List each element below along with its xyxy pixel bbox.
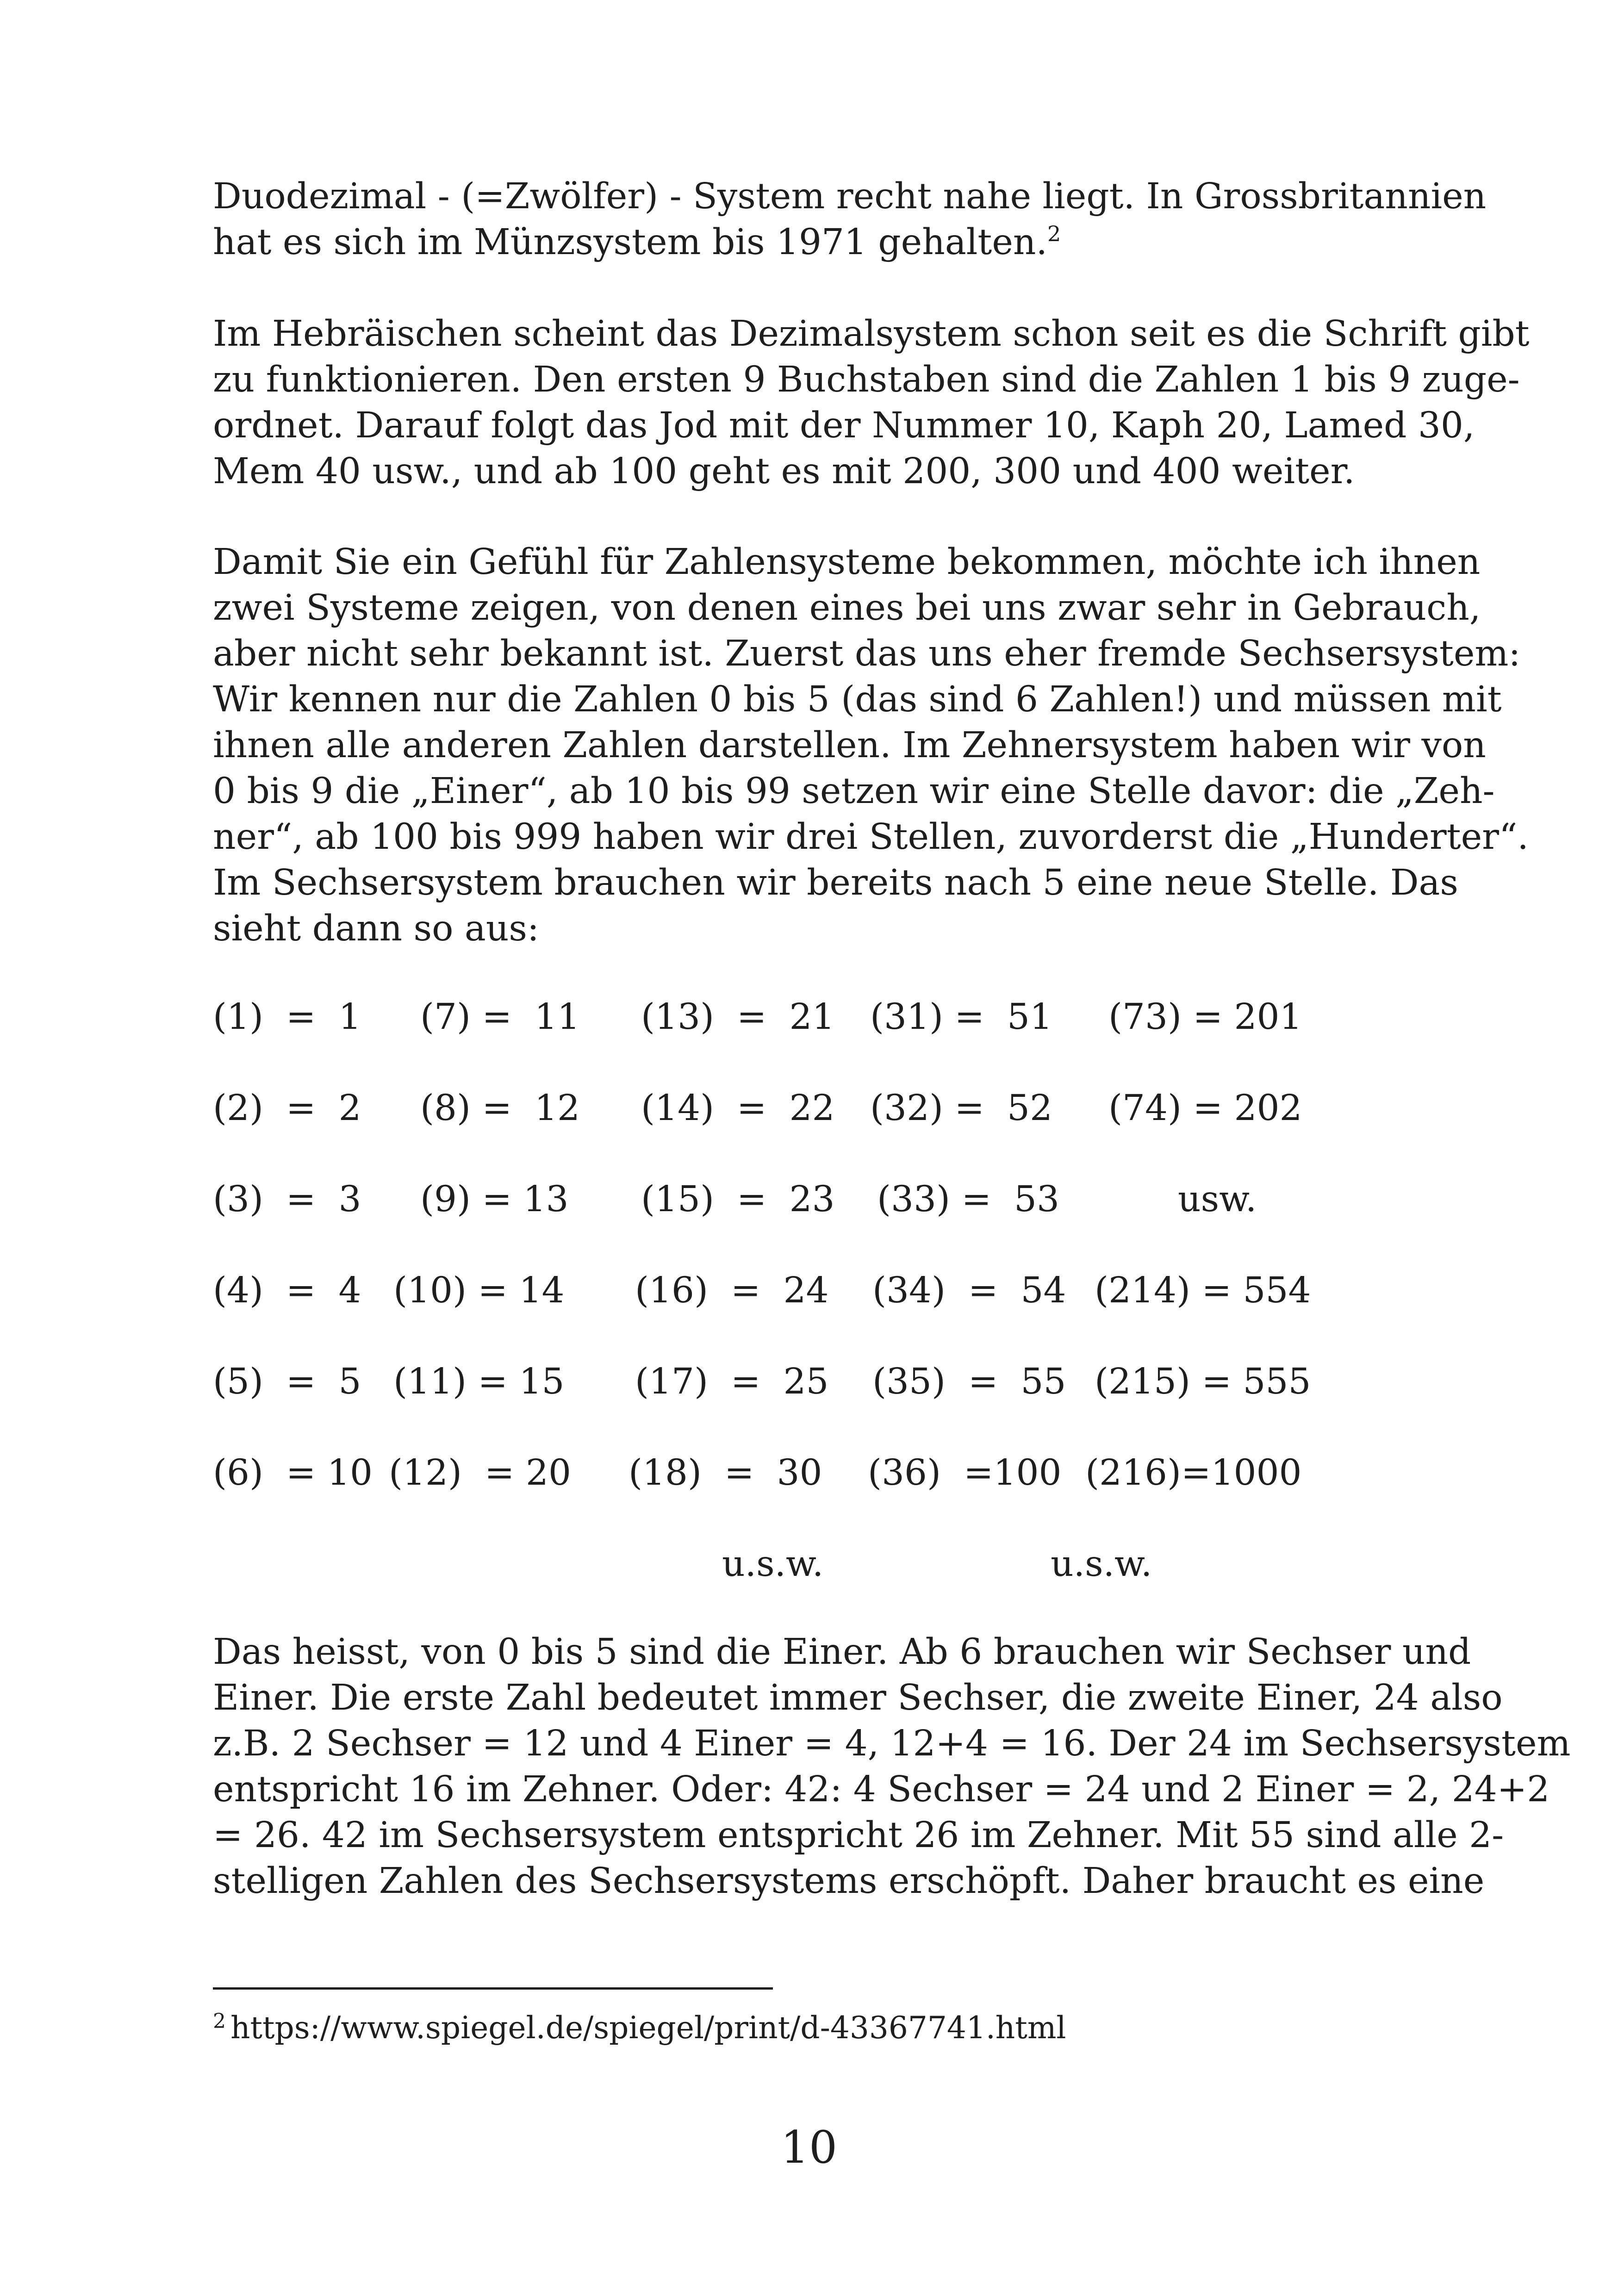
table-cell: (74) = 202 [1108,1088,1302,1129]
table-cell: (36) =100 [868,1452,1062,1493]
text-line: entspricht 16 im Zehner. Oder: 42: 4 Sechser = 24 und 2 Einer = 2, 24+2 [213,1769,1550,1810]
text-line: ner“, ab 100 bis 999 haben wir drei Stellen, zuvorderst die „Hunderter“. [213,816,1529,858]
text-line: z.B. 2 Sechser = 12 und 4 Einer = 4, 12+4 = 16. Der 24 im Sechsersystem [213,1723,1571,1764]
paragraph-4 [213,1629,1571,1904]
text-line: ihnen alle anderen Zahlen darstellen. Im Zehnersystem haben wir von [213,725,1486,766]
usw-label: u.s.w. [1051,1543,1152,1585]
text-line: sieht dann so aus: [213,908,539,949]
text-line: zu funktionieren. Den ersten 9 Buchstaben sind die Zahlen 1 bis 9 zuge- [213,359,1520,400]
table-cell: (31) = 51 [870,996,1052,1038]
table-cell: (215) = 555 [1095,1361,1311,1402]
footnote-reference[interactable]: 2 [1047,221,1061,246]
table-cell: (15) = 23 [641,1179,835,1220]
page-number: 10 [780,2122,838,2173]
table-cell: (7) = 11 [420,996,580,1038]
table-cell: (35) = 55 [872,1361,1066,1402]
table-cell: (17) = 25 [635,1361,829,1402]
footnote-divider [213,1987,773,1990]
text-line: Duodezimal - (=Zwölfer) - System recht nahe liegt. In Grossbritannien [213,176,1487,217]
table-cell: (2) = 2 [213,1088,361,1129]
table-cell: (32) = 52 [870,1088,1052,1129]
text-line: Wir kennen nur die Zahlen 0 bis 5 (das sind 6 Zahlen!) und müssen mit [213,679,1502,720]
table-cell: (16) = 24 [635,1270,829,1311]
paragraph-1 [213,174,1487,265]
text-line: Im Hebräischen scheint das Dezimalsystem schon seit es die Schrift gibt [213,313,1530,355]
table-cell: (34) = 54 [872,1270,1066,1311]
table-cell: (5) = 5 [213,1361,361,1402]
table-cell: (73) = 201 [1108,996,1302,1038]
table-cell: (214) = 554 [1095,1270,1311,1311]
table-cell: (11) = 15 [393,1361,565,1402]
table-cell: (12) = 20 [389,1452,571,1493]
footnote [213,2010,1066,2047]
footnote-number: 2 [213,2010,226,2033]
text-line: Im Sechsersystem brauchen wir bereits nach 5 eine neue Stelle. Das [213,862,1458,903]
text-line: Das heisst, von 0 bis 5 sind die Einer. Ab 6 brauchen wir Sechser und [213,1631,1471,1673]
text-line: zwei Systeme zeigen, von denen eines bei uns zwar sehr in Gebrauch, [213,587,1481,628]
paragraph-2 [213,311,1530,494]
usw-label: u.s.w. [722,1543,824,1585]
text-line: Einer. Die erste Zahl bedeutet immer Sechser, die zweite Einer, 24 also [213,1677,1503,1718]
table-cell: (216)=1000 [1085,1452,1302,1493]
text-line: Damit Sie ein Gefühl für Zahlensysteme bekommen, möchte ich ihnen [213,541,1481,583]
table-cell: (4) = 4 [213,1270,361,1311]
text-line [213,219,1382,265]
table-cell: (1) = 1 [213,996,361,1038]
table-cell: (13) = 21 [641,996,835,1038]
table-cell: (10) = 14 [393,1270,565,1311]
table-cell: (18) = 30 [629,1452,822,1493]
paragraph-3 [213,539,1529,952]
table-cell: (8) = 12 [420,1088,580,1129]
table-cell: (6) = 10 [213,1452,373,1493]
table-cell: (14) = 22 [641,1088,835,1129]
text-line: aber nicht sehr bekannt ist. Zuerst das uns eher fremde Sechsersystem: [213,633,1521,674]
table-cell: usw. [1178,1179,1257,1220]
text-line: stelligen Zahlen des Sechsersystems erschöpft. Daher braucht es eine [213,1860,1485,1902]
footnote-link[interactable]: https://www.spiegel.de/spiegel/print/d-43367741.html [230,2010,1066,2046]
text-line: ordnet. Darauf folgt das Jod mit der Nummer 10, Kaph 20, Lamed 30, [213,405,1475,446]
text-line: 0 bis 9 die „Einer“, ab 10 bis 99 setzen wir eine Stelle davor: die „Zeh- [213,771,1495,812]
text-line-content: hat es sich im Münzsystem bis 1971 gehalten. [213,222,1047,263]
table-cell: (9) = 13 [420,1179,569,1220]
text-line: = 26. 42 im Sechsersystem entspricht 26 im Zehner. Mit 55 sind alle 2- [213,1815,1504,1856]
text-line: Mem 40 usw., und ab 100 geht es mit 200, 300 und 400 weiter. [213,451,1355,492]
table-cell: (33) = 53 [877,1179,1059,1220]
table-cell: (3) = 3 [213,1179,361,1220]
